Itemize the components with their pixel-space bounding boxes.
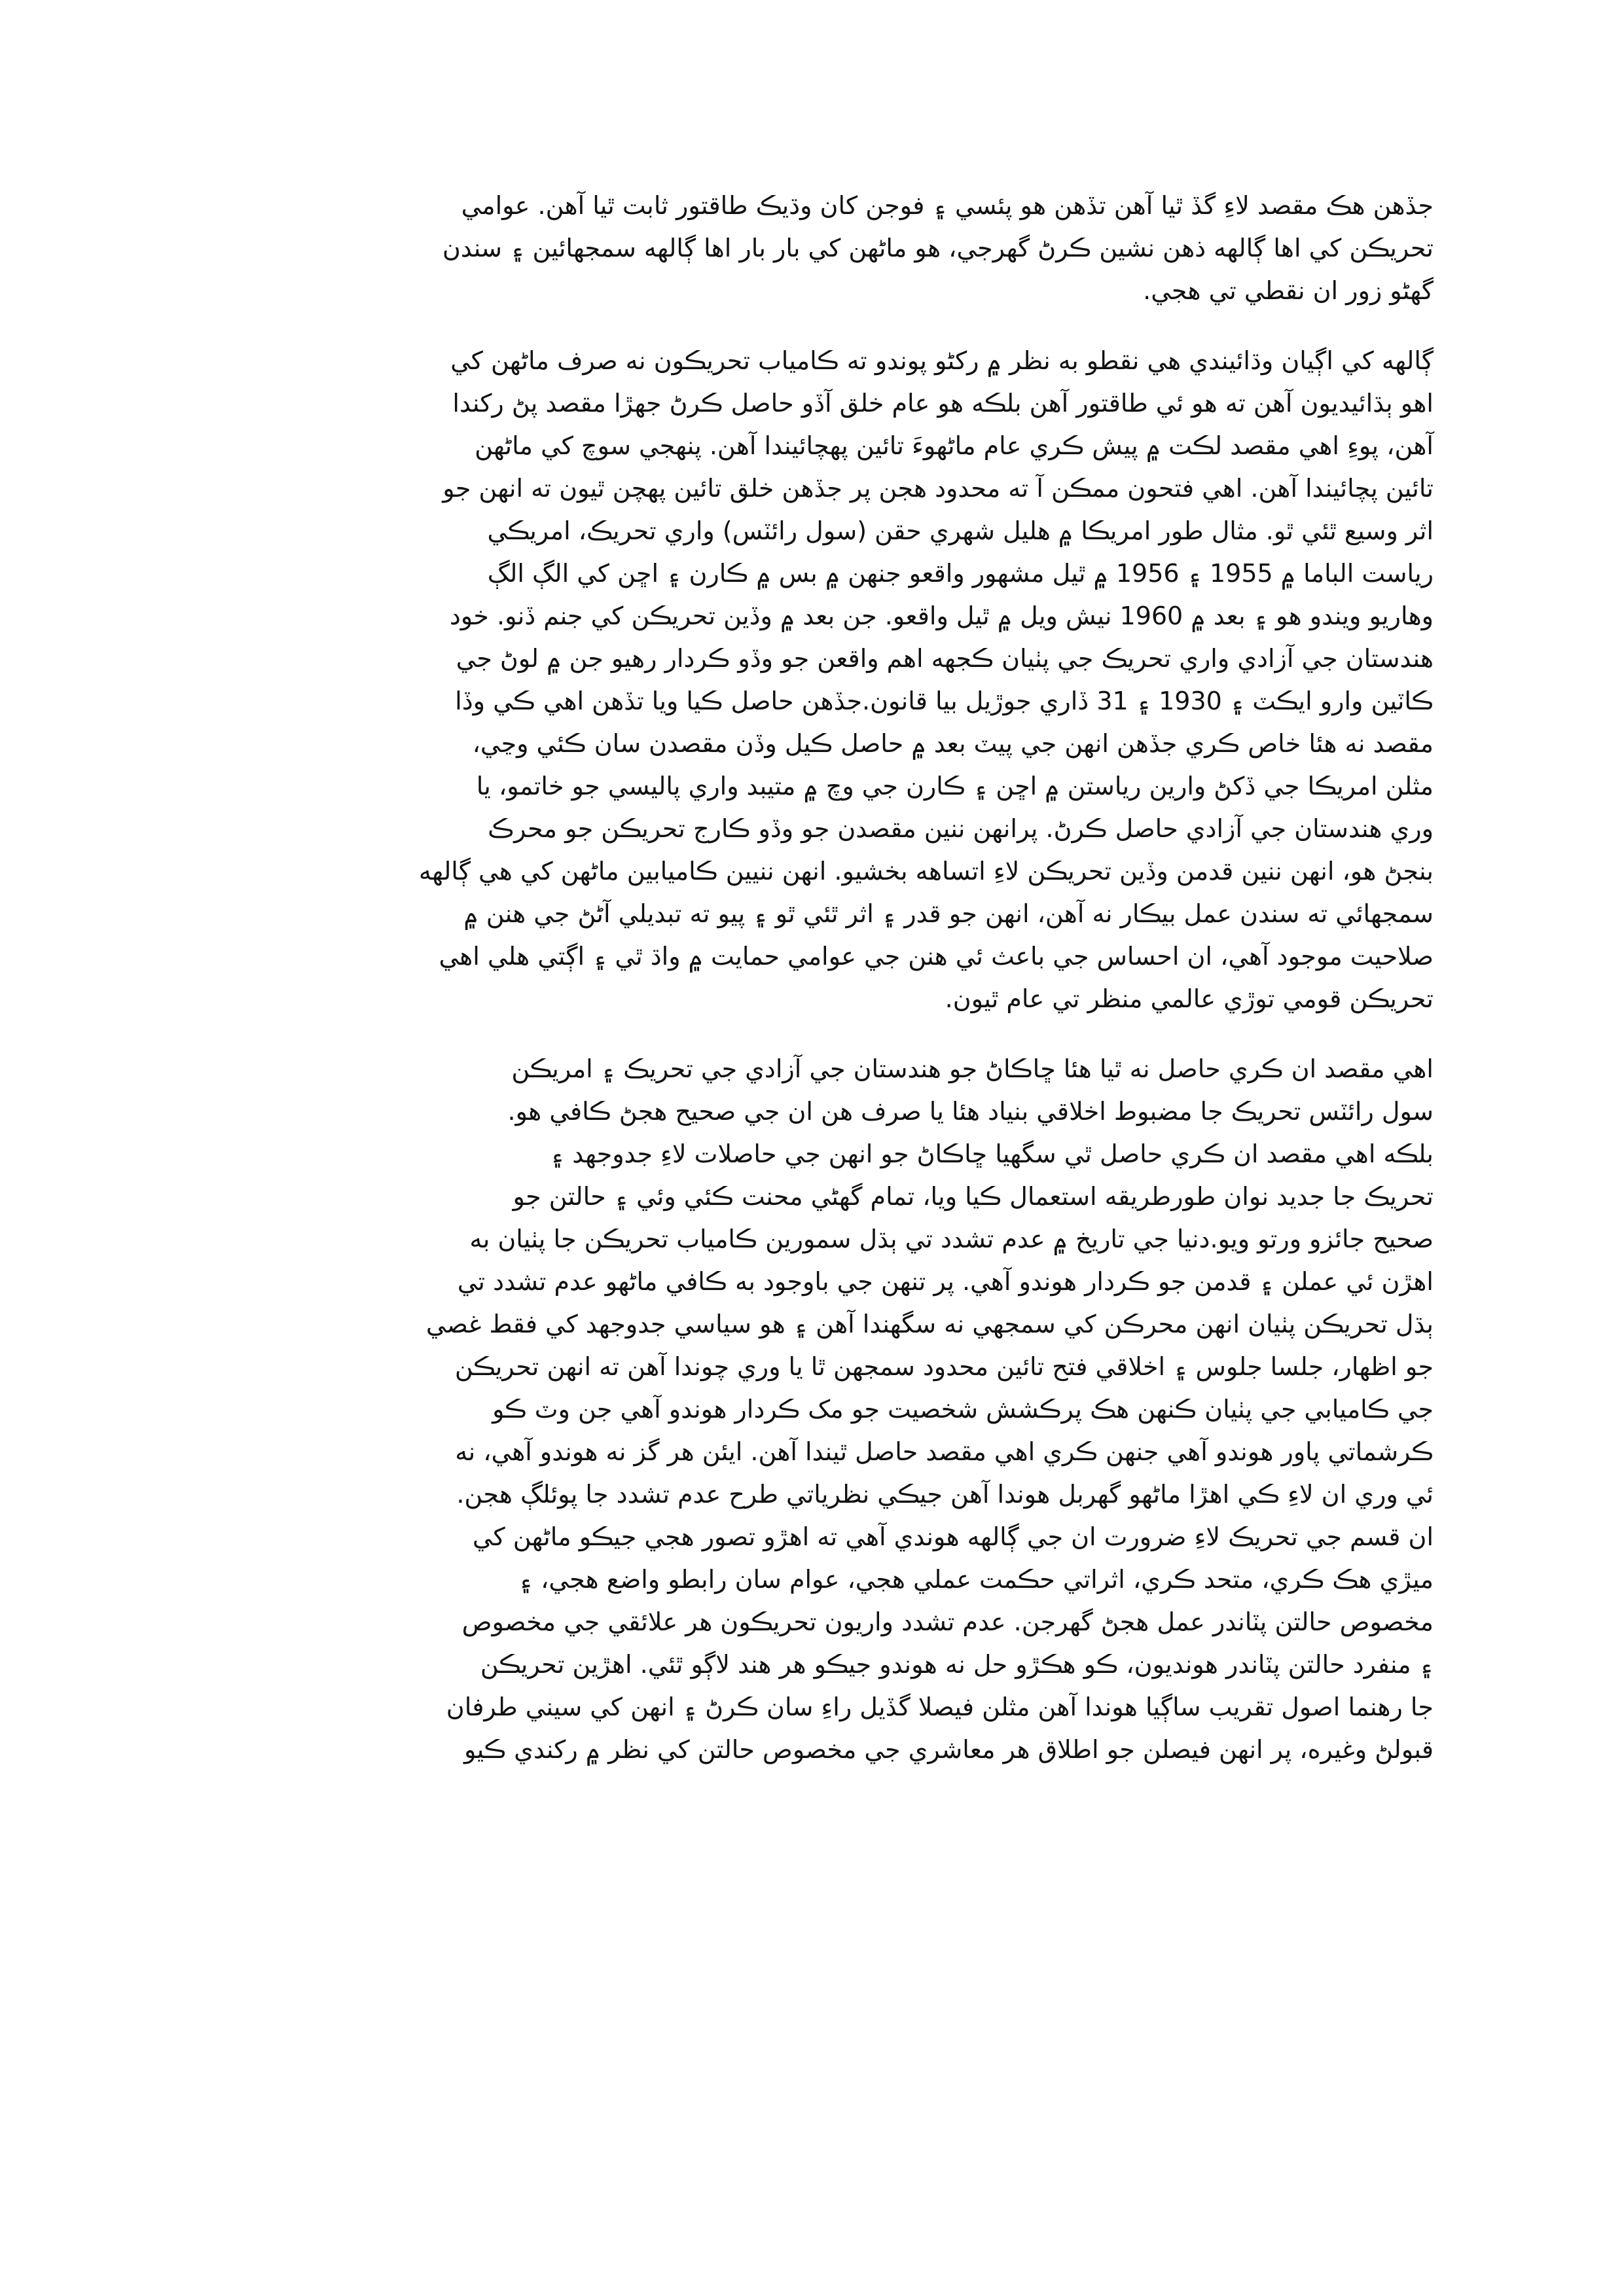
paragraph-2	[262, 340, 1434, 1020]
text-line: ڳالهه کي اڳيان وڌائيندي هي نقطو به نظر ۾ رکڻو پوندو ته ڪامياب تحريڪون نه صرف ماڻهن کي	[450, 346, 1434, 375]
text-line: تحريڪن قومي توڙي عالمي منظر تي عام ٿيون.	[945, 984, 1434, 1013]
text-line: ڪاٽين وارو ايڪٽ ۽ 1930 ۽ 31 ڏاري جوڙيل بيا قانون.جڏهن حاصل ڪيا ويا تڏهن اهي ڪي وڏا	[455, 687, 1434, 715]
text-line: هندستان جي آزادي واري تحريڪ جي پٺيان ڪجهه اهم واقعن جو وڏو ڪردار رهيو جن ۾ لوڻ جي	[456, 644, 1434, 673]
text-line: تحريڪن کي اها ڳالهه ذهن نشين ڪرڻ گهرجي، هو ماڻهن کي بار بار اها ڳالهه سمجهائين ۽ سندن	[442, 234, 1434, 262]
text-line: تحريڪ جا جديد نوان طورطريقه استعمال ڪيا ويا، تمام گهڻي محنت ڪئي وئي ۽ حالتن جو	[513, 1182, 1434, 1211]
paragraph-3	[262, 1048, 1434, 1771]
text-line: جا رهنما اصول تقريب ساڳيا هوندا آهن مثلن فيصلا گڏيل راءِ سان ڪرڻ ۽ انهن کي سيني طرفان	[446, 1693, 1434, 1721]
text-line: اهو ٻڌائيديون آهن ته هو ئي طاقتور آهن بلڪه هو عام خلق آڏو حاصل ڪرڻ جهڙا مقصد پڻ رکندا	[452, 389, 1434, 418]
text-line: ۽ منفرد حالتن پٽاندر هونديون، ڪو هڪڙو حل نه هوندو جيڪو هر هند لاڳو ٿئي. اهڙين تحريڪن	[480, 1650, 1434, 1679]
document-body	[262, 185, 1434, 1771]
text-line: اثر وسيع ٿئي ٿو. مثال طور امريڪا ۾ هليل شهري حقن (سول رائٽس) واري تحريڪ، امريڪي	[487, 516, 1434, 545]
text-line: ئي وري ان لاءِ ڪي اهڙا ماڻهو گهربل هوندا آهن جيڪي نظرياتي طرح عدم تشدد جا پوئلڳ هجن.	[456, 1480, 1434, 1509]
text-line: وهاريو ويندو هو ۽ بعد ۾ 1960 نيش ويل ۾ ٿيل واقعو. جن بعد ۾ وڏين تحريڪن کي جنم ڏنو. خود	[449, 601, 1434, 630]
text-line: آهن، پوءِ اهي مقصد لڪت ۾ پيش ڪري عام ماڻهوءَ تائين پهچائيندا آهن. پنهجي سوچ کي ماڻهن	[475, 431, 1434, 460]
text-line: بنجڻ هو، انهن ننين قدمن وڏين تحريڪن لاءِ اتساهه بخشيو. انهن ننيين ڪاميابين ماڻهن کي هي ڳالهه	[418, 857, 1434, 886]
text-line: گهڻو زور ان نقطي تي هجي.	[1143, 276, 1434, 305]
text-line: جو اظهار، جلسا جلوس ۽ اخلاقي فتح تائين محدود سمجهن ٿا يا وري چوندا آهن ته انهن تحريڪن	[454, 1352, 1434, 1381]
text-line: صلاحيت موجود آهي، ان احساس جي باعث ئي هنن جي عوامي حمايت ۾ واڌ ٿي ۽ اڳتي هلي اهي	[439, 942, 1434, 971]
paragraph-spacer	[262, 1020, 1434, 1048]
text-line: ٻڌل تحريڪن پٺيان انهن محرڪن کي سمجهي نه سگهندا آهن ۽ هو سياسي جدوجهد کي فقط غصي	[425, 1310, 1434, 1338]
text-line: بلڪه اهي مقصد ان ڪري حاصل ٿي سگهيا ڇاڪاڻ جو انهن جي حاصلات لاءِ جدوجهد ۽	[549, 1139, 1434, 1168]
text-line: مثلن امريڪا جي ڏکڻ وارين رياستن ۾ اڇن ۽ ڪارن جي وچ ۾ متيبد واري پاليسي جو خاتمو، يا	[476, 772, 1434, 800]
text-line: سول رائٽس تحريڪ جا مضبوط اخلاقي بنياد هئا يا صرف هن ان جي صحيح هجڻ ڪافي هو.	[507, 1097, 1434, 1126]
text-line: صحيح جائزو ورتو ويو.دنيا جي تاريخ ۾ عدم تشدد تي ٻڌل سمورين ڪامياب تحريڪن جا پٺيان به	[469, 1225, 1434, 1253]
paragraph-1	[262, 185, 1434, 312]
text-line: سمجهائي ته سندن عمل بيڪار نه آهن، انهن جو قدر ۽ اثر ٿئي ٿو ۽ پيو ته تبديلي آڻڻ جي هنن ۾	[463, 899, 1434, 928]
text-line: جي ڪاميابي جي پٺيان ڪنهن هڪ پرڪشش شخصيت جو مک ڪردار هوندو آهي جن وٽ ڪو	[492, 1395, 1434, 1424]
text-line: مقصد نه هئا خاص ڪري جڏهن انهن جي پيٽ بعد ۾ حاصل ڪيل وڏن مقصدن سان ڪئي وڃي،	[472, 729, 1434, 758]
text-line: اهي مقصد ان ڪري حاصل نه ٿيا هئا ڇاڪاڻ جو هندستان جي آزادي جي تحريڪ ۽ امريڪن	[511, 1054, 1434, 1083]
text-line: قبولڻ وغيره، پر انهن فيصلن جو اطلاق هر معاشري جي مخصوص حالتن کي نظر ۾ رکندي ڪيو	[463, 1735, 1434, 1764]
text-line: مخصوص حالتن پٽاندر عمل هجڻ گهرجن. عدم تشدد واريون تحريڪون هر علائقي جي مخصوص	[461, 1607, 1434, 1636]
text-line: تائين پچائيندا آهن. اهي فتحون ممڪن آ ته محدود هجن پر جڏهن خلق تائين پهچن ٿيون ته انهن جو	[442, 474, 1434, 503]
paragraph-spacer	[262, 312, 1434, 340]
text-line: ڪرشماتي پاور هوندو آهي جنهن ڪري اهي مقصد حاصل ٿيندا آهن. ايئن هر گز نه هوندو آهي، نه	[455, 1437, 1434, 1466]
text-line: ميڙي هڪ ڪري، متحد ڪري، اثراتي حڪمت عملي هجي، عوام سان رابطو واضع هجي، ۽	[518, 1565, 1434, 1594]
text-line: رياست الباما ۾ 1955 ۽ 1956 ۾ ٿيل مشهور واقعو جنهن ۾ بس ۾ ڪارن ۽ اڇن کي الڳ الڳ	[487, 559, 1434, 588]
text-line: اهڙن ئي عملن ۽ قدمن جو ڪردار هوندو آهي. پر تنهن جي باوجود به ڪافي ماڻهو عدم تشدد تي	[457, 1267, 1434, 1296]
text-line: وري هندستان جي آزادي حاصل ڪرڻ. پرانهن ننين مقصدن جو وڏو ڪارج تحريڪن جو محرڪ	[488, 814, 1434, 843]
text-line: جڏهن هڪ مقصد لاءِ گڏ ٿيا آهن تڏهن هو پئسي ۽ فوجن کان وڌيڪ طاقتور ثابت ٿيا آهن. عوامي	[461, 191, 1434, 220]
text-line: ان قسم جي تحريڪ لاءِ ضرورت ان جي ڳالهه هوندي آهي ته اهڙو تصور هجي جيڪو ماڻهن کي	[472, 1522, 1434, 1551]
